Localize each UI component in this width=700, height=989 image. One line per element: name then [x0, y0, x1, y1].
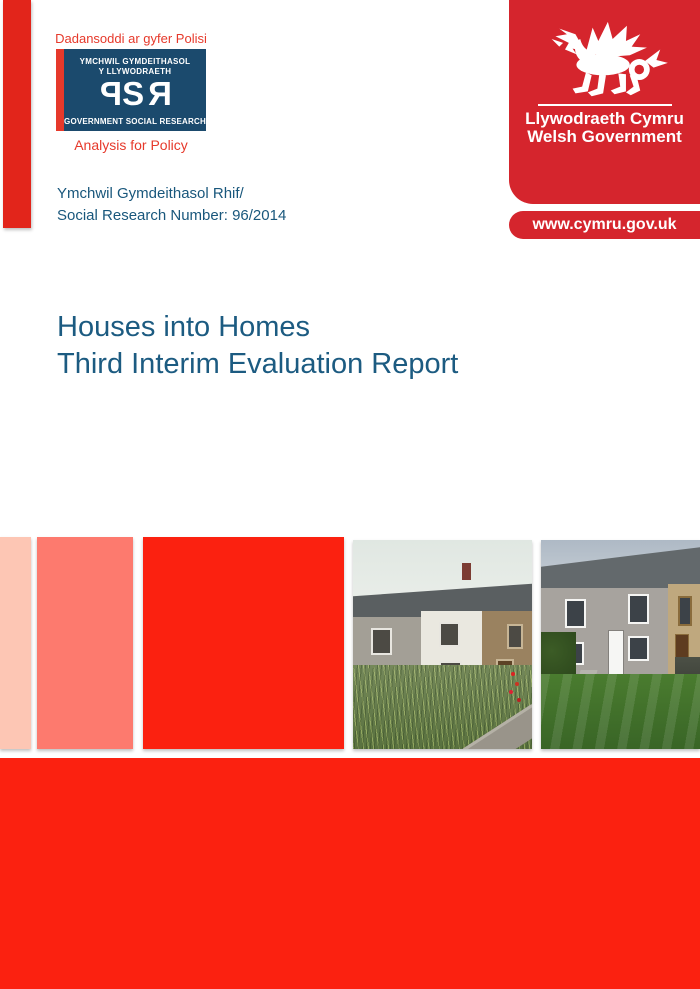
photo2-window [678, 596, 692, 625]
welsh-dragon-icon [537, 20, 673, 100]
title-line-1: Houses into Homes [57, 311, 311, 343]
gsr-letter-s: S [122, 75, 147, 112]
band-block-salmon [37, 537, 133, 749]
gsr-logo-box [56, 49, 206, 131]
welsh-government-panel [509, 0, 700, 204]
wg-name-english: Welsh Government [527, 127, 682, 146]
gsr-org-welsh-line1: YMCHWIL GYMDEITHASOL [79, 57, 191, 66]
website-bar [509, 211, 700, 239]
photo1-window [507, 624, 523, 649]
gsr-org-welsh-line2: Y LLYWODRAETH [98, 67, 172, 76]
gsr-org-english: GOVERNMENT SOCIAL RESEARCH [64, 117, 206, 126]
gsr-tagline-welsh: Dadansoddi ar gyfer Polisi [55, 31, 207, 46]
band-block-red [143, 537, 344, 749]
gsr-letter-g: P [98, 75, 123, 112]
band-block-pink [0, 537, 31, 749]
footer-red-block [0, 758, 700, 989]
wg-name-welsh: Llywodraeth Cymru [525, 109, 684, 128]
photo2-window [565, 599, 586, 628]
gsr-letter-r: R [146, 75, 172, 112]
wg-divider-line [538, 104, 672, 106]
title-line-2: Third Interim Evaluation Report [57, 348, 459, 380]
gsr-red-stripe [56, 49, 64, 131]
report-number [57, 183, 286, 227]
report-title [57, 309, 458, 383]
photo1-window [439, 622, 460, 647]
gsr-tagline-english: Analysis for Policy [74, 137, 188, 153]
photo1-chimney [462, 563, 471, 580]
photo1-window [371, 628, 392, 655]
photo2-window [628, 636, 649, 661]
photo1-red-flowers [511, 672, 515, 676]
photo2-window [628, 594, 649, 623]
gsr-letters-icon [64, 77, 206, 111]
website-url: www.cymru.gov.uk [532, 216, 677, 233]
red-accent-bar [3, 0, 31, 228]
photo2-lawn-stripes [541, 674, 700, 749]
wg-names [509, 110, 700, 146]
photo2-front-door [608, 630, 624, 678]
report-number-english: Social Research Number: 96/2014 [57, 207, 287, 224]
renovated-house-photo [541, 540, 700, 749]
derelict-house-photo [353, 540, 532, 749]
report-number-welsh: Ymchwil Gymdeithasol Rhif/ [57, 185, 244, 202]
